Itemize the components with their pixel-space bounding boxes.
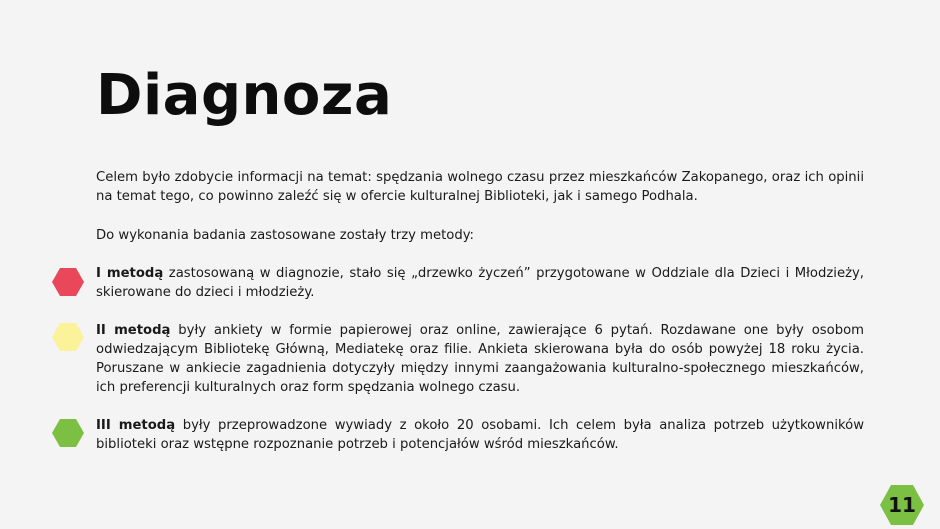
method-1-paragraph <box>96 264 864 302</box>
method-3-paragraph <box>96 416 864 454</box>
method-1-text: zastosowaną w diagnozie, stało się „drzewko życzeń” przygotowane w Oddziale dla Dzieci i Młodzieży, skierowane do dzieci i młodzieży. <box>96 266 864 300</box>
method-2-label: II metodą <box>96 323 171 338</box>
page-number-badge <box>880 485 924 525</box>
red-hexagon-icon <box>52 268 84 296</box>
green-hexagon-icon <box>52 419 84 447</box>
slide-title: Diagnoza <box>96 63 393 128</box>
methods-intro: Do wykonania badania zastosowane zostały trzy metody: <box>96 228 474 243</box>
method-2-paragraph <box>96 321 864 397</box>
method-3-text: były przeprowadzone wywiady z około 20 osobami. Ich celem była analiza potrzeb użytkowników biblioteki oraz wstępne rozpoznanie potrzeb i potencjałów wśród mieszkańców. <box>96 418 865 452</box>
method-2-text: były ankiety w formie papierowej oraz online, zawierające 6 pytań. Rozdawane one były osobom odwiedzającym Bibliotekę Główną, Mediatekę oraz filie. Ankieta skierowana była do osób powyżej 18 roku życia. Poruszane w ankiecie zagadnienia dotyczyły między innymi zaangażowania kulturalno-społecznego mieszkańców, ich preferencji kulturalnych oraz form spędzania wolnego czasu. <box>96 323 864 395</box>
yellow-hexagon-icon <box>52 323 84 351</box>
method-3-label: III metodą <box>96 418 176 433</box>
intro-paragraph: Celem było zdobycie informacji na temat: spędzania wolnego czasu przez mieszkańców Zakopanego, oraz ich opinii na temat tego, co powinno zaleźć się w ofercie kulturalnej Biblioteki, jak i samego Podhala. <box>96 170 864 204</box>
method-1-label: I metodą <box>96 266 164 281</box>
page-number: 11 <box>888 493 916 517</box>
